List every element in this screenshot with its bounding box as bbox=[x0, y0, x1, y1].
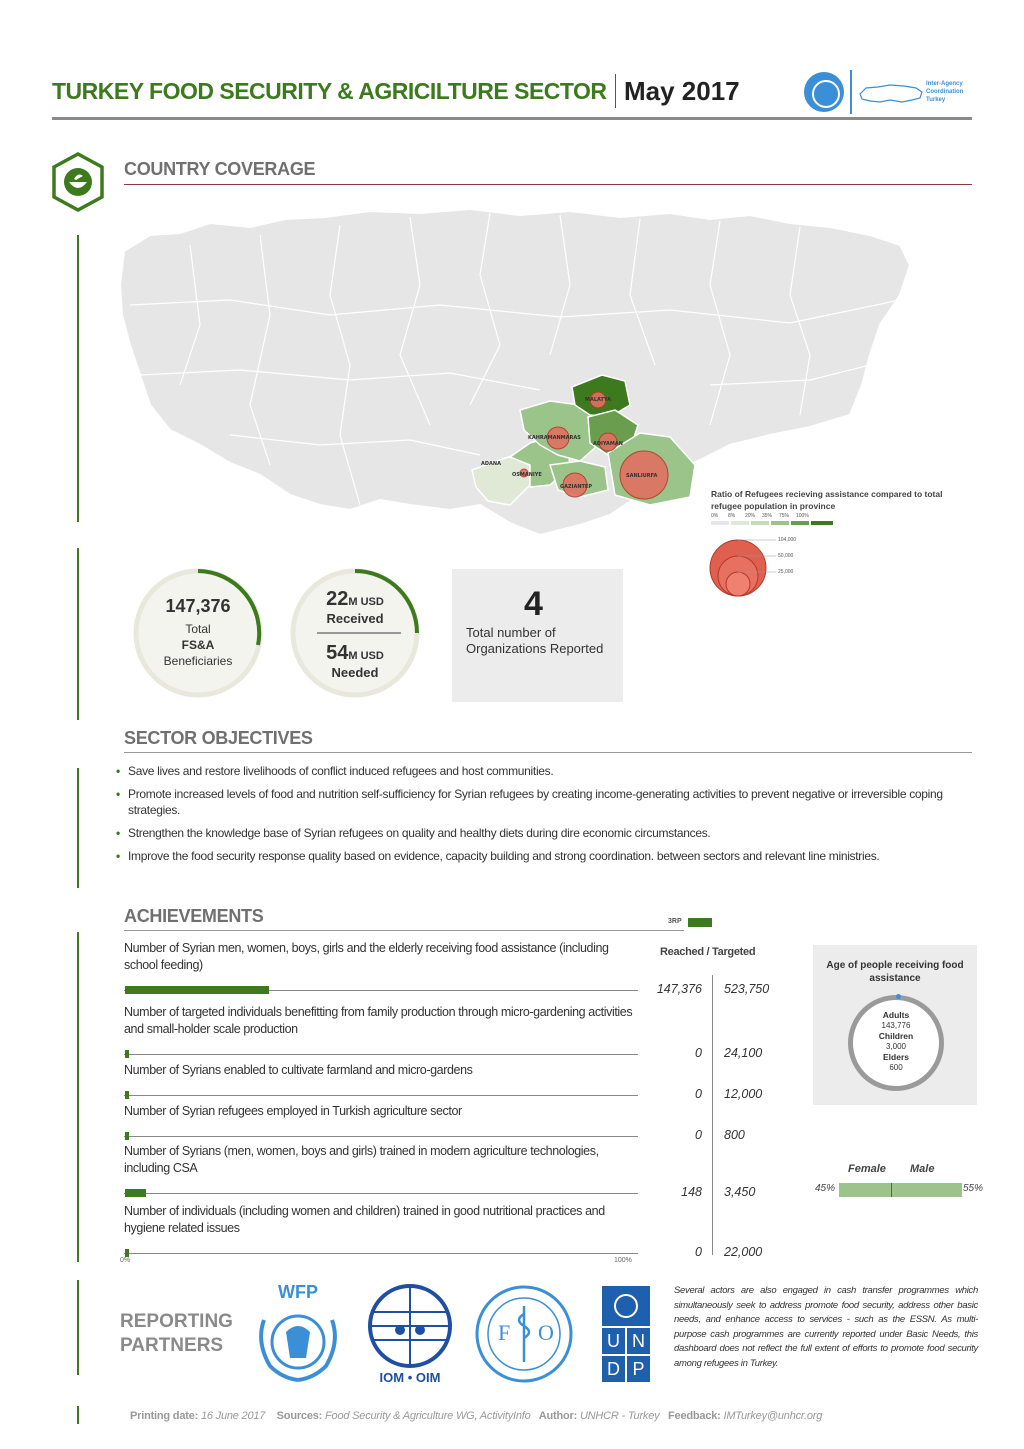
jrp-legend-label: 3RP bbox=[668, 918, 682, 925]
male-percent: 55% bbox=[963, 1183, 984, 1194]
achievement-reached: 0 bbox=[695, 1087, 702, 1101]
province-label: GAZIANTEP bbox=[560, 484, 593, 490]
achievement-progress-bar bbox=[125, 1050, 129, 1058]
beneficiaries-label-3: Beneficiaries bbox=[163, 654, 233, 668]
coverage-title-rule bbox=[124, 184, 972, 185]
page-title: TURKEY FOOD SECURITY & AGRICILTURE SECTOR bbox=[52, 78, 607, 104]
legend-tick: 8% bbox=[728, 513, 736, 519]
wfp-logo-text: WFP bbox=[278, 1282, 318, 1302]
needed-label: Needed bbox=[331, 665, 379, 680]
map-legend-title: Ratio of Refugees recieving assistance compared to total refugee population in province bbox=[711, 489, 943, 511]
organizations-count: 4 bbox=[524, 585, 543, 623]
reached-targeted-divider bbox=[712, 975, 713, 1255]
province-label: OSMANIYE bbox=[512, 472, 542, 478]
iom-logo-text: IOM • OIM bbox=[379, 1370, 441, 1385]
organizations-box bbox=[452, 569, 623, 702]
achievement-targeted: 3,450 bbox=[724, 1185, 756, 1199]
achievement-reached: 147,376 bbox=[656, 982, 702, 996]
adults-value: 143,776 bbox=[881, 1021, 911, 1030]
funding-received bbox=[287, 588, 423, 611]
objective-item: • Improve the food security response quality based on evidence, capacity building and strong coordination. between sectors and relevant line ministries. bbox=[116, 848, 966, 864]
province-label: KAHRAMANMARAS bbox=[528, 435, 581, 441]
male-header: Male bbox=[910, 1163, 935, 1175]
funding-donut bbox=[287, 565, 423, 701]
achievement-row bbox=[124, 1103, 638, 1120]
adults-label: Adults bbox=[882, 1010, 910, 1020]
received-label: Received bbox=[326, 611, 384, 626]
author-value: UNHCR - Turkey bbox=[579, 1410, 660, 1422]
undp-letter: D bbox=[602, 1356, 625, 1382]
elders-value: 600 bbox=[889, 1063, 903, 1072]
achievement-progress-bar bbox=[125, 1091, 129, 1099]
achievements-side-rule bbox=[77, 932, 79, 1262]
achievement-track bbox=[124, 1054, 638, 1055]
undp-letter: U bbox=[602, 1328, 625, 1354]
objective-item: • Save lives and restore livelihoods of conflict induced refugees and host communities. bbox=[116, 763, 966, 779]
achievement-targeted: 800 bbox=[724, 1128, 745, 1142]
partners-title-line-2: PARTNERS bbox=[120, 1335, 224, 1356]
achievement-row bbox=[124, 1143, 638, 1177]
achievement-progress-bar bbox=[125, 986, 269, 994]
gender-split-marker bbox=[891, 1183, 892, 1197]
header-divider bbox=[615, 74, 616, 108]
achievements-title-rule bbox=[124, 930, 684, 931]
feedback-label: Feedback: bbox=[668, 1410, 721, 1422]
axis-min-label: 0% bbox=[120, 1257, 131, 1264]
achievement-targeted: 22,000 bbox=[724, 1245, 763, 1259]
achievement-label: Number of Syrians (men, women, boys and girls) trained in modern agriculture technologies, including CSA bbox=[124, 1144, 599, 1175]
received-amount: 22 bbox=[326, 588, 349, 610]
undp-letter: P bbox=[627, 1356, 650, 1382]
achievement-row bbox=[124, 940, 638, 974]
achievement-progress-bar bbox=[125, 1132, 129, 1140]
partners-side-rule bbox=[77, 1280, 79, 1375]
achievement-label: Number of individuals (including women and children) trained in good nutritional practices and hygiene related issues bbox=[124, 1204, 605, 1235]
map-legend-color-scale bbox=[711, 521, 835, 525]
printing-date: 16 June 2017 bbox=[200, 1410, 266, 1422]
needed-unit: M USD bbox=[348, 650, 384, 662]
undp-letter: N bbox=[627, 1328, 650, 1354]
jrp-legend-swatch bbox=[688, 918, 712, 927]
children-value: 3,000 bbox=[885, 1042, 907, 1051]
kpi-side-rule bbox=[77, 548, 79, 720]
achievement-reached: 0 bbox=[695, 1046, 702, 1060]
axis-max-label: 100% bbox=[614, 1257, 632, 1264]
age-box-title: Age of people receiving food assistance bbox=[826, 960, 964, 984]
partners-title-line-1: REPORTING bbox=[120, 1311, 233, 1332]
achievement-progress-bar bbox=[125, 1189, 146, 1197]
food-bowl-icon bbox=[52, 152, 104, 212]
objectives-side-rule bbox=[77, 768, 79, 888]
page-footer bbox=[130, 1410, 822, 1422]
achievement-row bbox=[124, 1062, 638, 1079]
reached-targeted-header: Reached / Targeted bbox=[660, 946, 756, 958]
legend-circle-value: 25,000 bbox=[778, 569, 794, 575]
report-date: May 2017 bbox=[624, 76, 740, 106]
province-label: ADANA bbox=[481, 461, 501, 467]
logo-divider bbox=[850, 70, 852, 114]
age-values bbox=[853, 1010, 939, 1073]
beneficiaries-label-2: FS&A bbox=[181, 638, 215, 652]
achievement-track bbox=[124, 1193, 638, 1194]
female-percent: 45% bbox=[815, 1183, 836, 1194]
legend-circle-value: 104,000 bbox=[778, 537, 797, 543]
svg-text:F: F bbox=[498, 1320, 511, 1345]
achievement-label: Number of targeted individuals benefitting from family production through micro-gardening activities and small-holder scale production bbox=[124, 1005, 633, 1036]
cash-programmes-note: Several actors are also engaged in cash transfer programmes which simultaneously seek to address promote food security, address other basic needs, and enhance access to services - such as the ESSN. As multi-purpose cash programmes are currently reported under Basic Needs, this dashboard does not reflect the full extent of efforts to promote food security among refugees in Turkey. bbox=[674, 1285, 978, 1369]
achievement-row bbox=[124, 1203, 638, 1237]
achievements-section-title: ACHIEVEMENTS bbox=[124, 906, 264, 926]
legend-tick: 35% bbox=[762, 513, 773, 519]
organizations-label: Total number of Organizations Reported bbox=[466, 625, 604, 656]
undp-logo-icon bbox=[602, 1286, 650, 1382]
province-label: SANLIURFA bbox=[626, 473, 658, 479]
achievement-track bbox=[124, 1253, 638, 1254]
printing-label: Printing date: bbox=[130, 1410, 199, 1422]
legend-circle-value: 50,000 bbox=[778, 553, 794, 559]
objectives-title-rule bbox=[124, 752, 972, 753]
age-breakdown-box bbox=[813, 945, 977, 1105]
achievement-reached: 0 bbox=[695, 1245, 702, 1259]
beneficiaries-value: 147,376 bbox=[165, 596, 231, 616]
fao-logo-icon bbox=[474, 1284, 574, 1384]
children-label: Children bbox=[878, 1031, 914, 1041]
turkey-outline-icon bbox=[858, 80, 924, 108]
un-emblem-icon bbox=[804, 72, 844, 112]
page-header bbox=[52, 66, 972, 120]
map-legend-ticks bbox=[711, 513, 813, 519]
province-label: MALATYA bbox=[585, 397, 611, 403]
legend-tick: 0% bbox=[711, 513, 719, 519]
partners-title bbox=[120, 1310, 233, 1358]
sources-value: Food Security & Agriculture WG, ActivityInfo bbox=[325, 1410, 531, 1422]
achievement-targeted: 523,750 bbox=[724, 982, 770, 996]
undp-emblem-icon bbox=[614, 1294, 638, 1318]
objective-item: • Promote increased levels of food and nutrition self-sufficiency for Syrian refugees by creating income-generating activities to prevent negative or irreversible coping strategies. bbox=[116, 786, 966, 818]
needed-amount: 54 bbox=[326, 642, 349, 664]
received-unit: M USD bbox=[348, 596, 384, 608]
achievement-row bbox=[124, 1004, 638, 1038]
svg-text:O: O bbox=[538, 1320, 554, 1345]
gender-split-bar bbox=[839, 1183, 962, 1197]
objectives-section-title: SECTOR OBJECTIVES bbox=[124, 728, 313, 748]
achievement-progress-bar bbox=[125, 1249, 129, 1257]
iom-logo-icon bbox=[360, 1282, 460, 1386]
achievement-reached: 148 bbox=[681, 1185, 702, 1199]
achievement-label: Number of Syrians enabled to cultivate farmland and micro-gardens bbox=[124, 1063, 473, 1077]
achievement-targeted: 24,100 bbox=[724, 1046, 763, 1060]
feedback-email[interactable]: IMTurkey@unhcr.org bbox=[723, 1410, 823, 1422]
inter-agency-logo-text: Inter-Agency Coordination Turkey bbox=[926, 81, 964, 103]
female-header: Female bbox=[848, 1163, 886, 1175]
elders-label: Elders bbox=[883, 1052, 909, 1062]
achievement-track bbox=[124, 1095, 638, 1096]
legend-tick: 75% bbox=[779, 513, 790, 519]
coverage-side-rule bbox=[77, 235, 79, 522]
objective-item: • Strengthen the knowledge base of Syrian refugees on quality and healthy diets during dire economic circumstances. bbox=[116, 825, 966, 841]
coverage-section-title: COUNTRY COVERAGE bbox=[124, 159, 316, 179]
author-label: Author: bbox=[538, 1410, 578, 1422]
legend-tick: 20% bbox=[745, 513, 756, 519]
achievement-label: Number of Syrian refugees employed in Turkish agriculture sector bbox=[124, 1104, 462, 1118]
funding-needed bbox=[287, 642, 423, 665]
achievement-targeted: 12,000 bbox=[724, 1087, 763, 1101]
age-ring bbox=[848, 995, 944, 1091]
beneficiaries-label-1: Total bbox=[185, 622, 211, 636]
objectives-list bbox=[116, 763, 966, 871]
legend-tick: 100% bbox=[796, 513, 809, 519]
achievement-reached: 0 bbox=[695, 1128, 702, 1142]
age-ring-marker bbox=[896, 994, 901, 999]
undp-emblem-block bbox=[602, 1286, 650, 1326]
achievement-track bbox=[124, 1136, 638, 1137]
achievement-label: Number of Syrian men, women, boys, girls and the elderly receiving food assistance (including school feeding) bbox=[124, 941, 609, 972]
sources-label: Sources: bbox=[276, 1410, 323, 1422]
wfp-logo-icon bbox=[246, 1280, 350, 1384]
province-label: ADIYAMAN bbox=[593, 441, 623, 447]
footer-side-rule bbox=[77, 1406, 79, 1424]
